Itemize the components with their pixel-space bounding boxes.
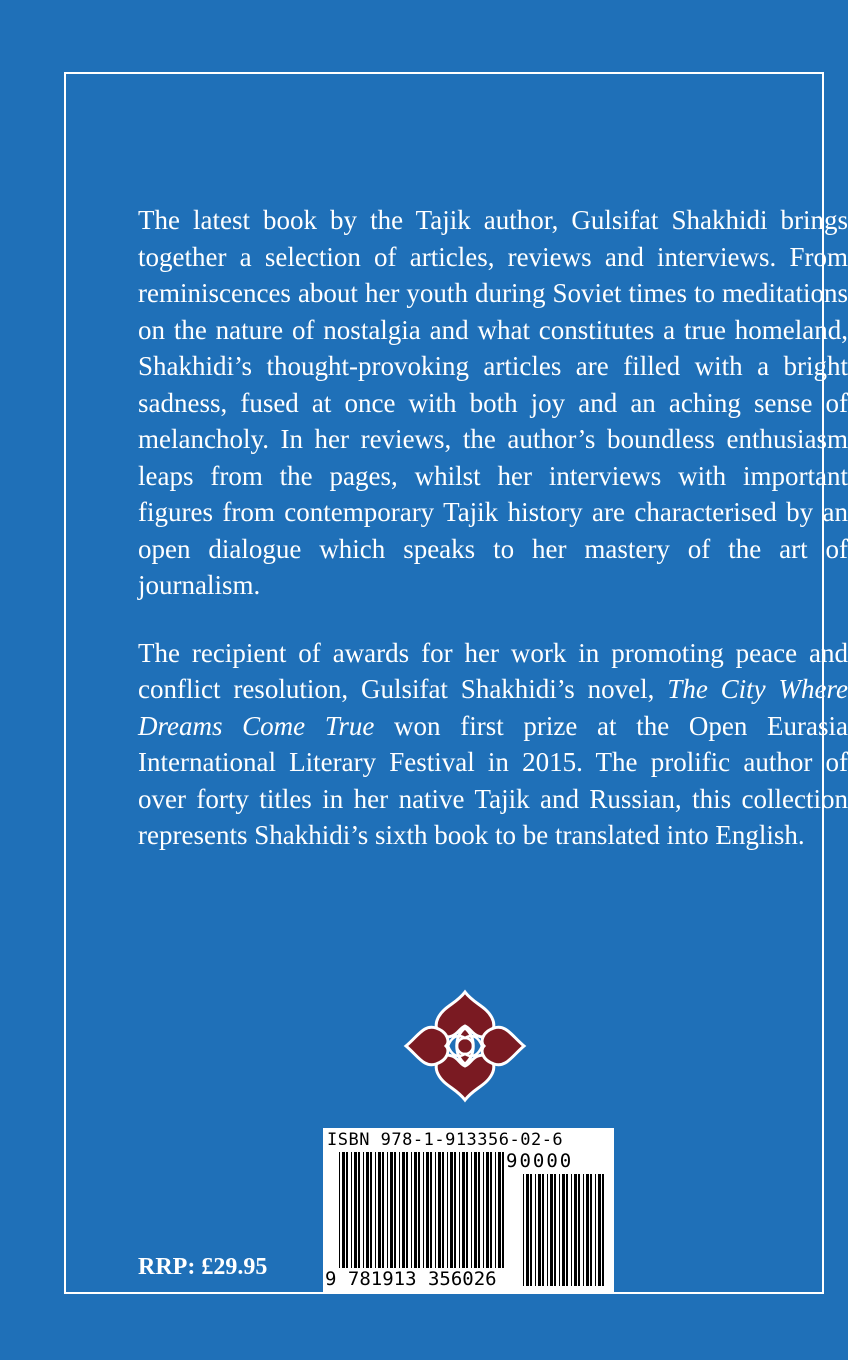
barcode-panel (323, 1128, 614, 1294)
blurb-paragraph-2-start: The recipient of awards for her work in promoting peace and conflict resolution, Gulsifat Shakhidi’s novel, (138, 637, 848, 704)
barcode-bar (430, 1152, 432, 1268)
barcode-bar (466, 1152, 468, 1268)
barcode-bar (590, 1174, 592, 1286)
barcode-bar (414, 1152, 417, 1268)
barcode-bar (530, 1174, 532, 1286)
barcode-bar (474, 1152, 477, 1268)
barcode-bar (454, 1152, 456, 1268)
barcode-bar (483, 1152, 484, 1268)
barcode-bar (394, 1152, 396, 1268)
barcode-bar (571, 1174, 572, 1286)
barcode-bar (378, 1152, 381, 1268)
barcode-bar (387, 1152, 388, 1268)
barcode-bar (486, 1152, 489, 1268)
barcode-bar (390, 1152, 393, 1268)
barcode-bar (495, 1152, 496, 1268)
barcode-bar (602, 1174, 604, 1286)
recommended-retail-price: RRP: £29.95 (138, 1254, 268, 1280)
barcode-bar (450, 1152, 453, 1268)
barcode-bar (595, 1174, 596, 1286)
barcode-bar (438, 1152, 441, 1268)
barcode-bar (423, 1152, 424, 1268)
barcode-bar (559, 1174, 560, 1286)
barcode-bar (490, 1152, 492, 1268)
barcode-bar (366, 1152, 369, 1268)
barcode-bar (538, 1174, 541, 1286)
barcode-bar (363, 1152, 364, 1268)
barcode-bar (402, 1152, 405, 1268)
barcode-bar (370, 1152, 372, 1268)
barcode-bar (346, 1152, 348, 1268)
barcode-bar (566, 1174, 568, 1286)
blurb-paragraph-2 (138, 635, 848, 854)
barcode-bar (502, 1152, 504, 1268)
barcode-bar (435, 1152, 436, 1268)
barcode-bar (523, 1174, 524, 1286)
blurb-paragraph-1: The latest book by the Tajik author, Gulsifat Shakhidi brings together a selection of articles, reviews and interviews. From reminiscences about her youth during Soviet times to meditations on the nature of nostalgia and what constitutes a true homeland, Shakhidi’s thought-provoking articles are filled with a bright sadness, fused at once with both joy and an aching sense of melancholy. In her reviews, the author’s boundless enthusiasm leaps from the pages, whilst her interviews with important figures from contemporary Tajik history are characterised by an open dialogue which speaks to her mastery of the art of journalism. (138, 205, 848, 600)
novel-title: The City Where Dreams Come True (138, 674, 848, 741)
barcode-bar (418, 1152, 420, 1268)
barcode-bar (354, 1152, 357, 1268)
barcode-bar (547, 1174, 548, 1286)
barcode-bar (462, 1152, 465, 1268)
blurb-paragraph-2-end: won first prize at the Open Eurasia International Literary Festival in 2015. The prolific author of over forty titles in her native Tajik and Russian, this collection represents Shakhidi’s sixth book to be translated into English. (138, 710, 848, 850)
barcode-bar (554, 1174, 556, 1286)
barcode-bar (478, 1152, 480, 1268)
barcode-bar (471, 1152, 472, 1268)
publisher-ornament-icon (402, 988, 528, 1104)
barcode-bar (578, 1174, 580, 1286)
isbn-label: ISBN 978-1-913356-02-6 (327, 1130, 564, 1150)
barcode-bar (562, 1174, 565, 1286)
barcode-bar (442, 1152, 444, 1268)
barcode-bar (351, 1152, 352, 1268)
barcode-bar (535, 1174, 536, 1286)
barcode-bar (598, 1174, 601, 1286)
barcode-bar (550, 1174, 553, 1286)
barcode-bar (358, 1152, 360, 1268)
barcode-bar (411, 1152, 412, 1268)
barcode-bar (342, 1152, 345, 1268)
barcode-bar (339, 1152, 340, 1268)
ean-digits: 9 781913 356026 (325, 1268, 497, 1290)
barcode-bar (574, 1174, 577, 1286)
barcode-bar (583, 1174, 584, 1286)
barcode-bar (406, 1152, 408, 1268)
barcode-bar (542, 1174, 544, 1286)
barcode-bar (526, 1174, 529, 1286)
barcode-bar (426, 1152, 429, 1268)
barcode-bar (399, 1152, 400, 1268)
barcode-bar (586, 1174, 589, 1286)
barcode-bar (382, 1152, 384, 1268)
book-blurb (138, 202, 848, 885)
barcode-bar (498, 1152, 501, 1268)
barcode-bar (459, 1152, 460, 1268)
price-code: 90000 (506, 1150, 574, 1172)
barcode-bar (447, 1152, 448, 1268)
barcode-bar (375, 1152, 376, 1268)
